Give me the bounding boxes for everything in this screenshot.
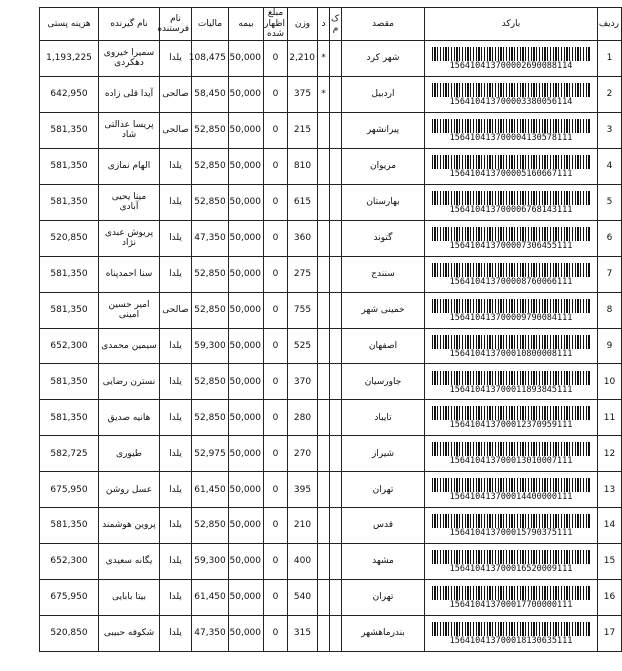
cell-receiver: هانیه صدیق [99, 400, 160, 436]
barcode-number: 156410413700004130578111 [449, 132, 573, 143]
barcode-graphic [432, 263, 590, 277]
table-header [40, 8, 622, 41]
barcode-graphic [432, 371, 590, 385]
cell-barcode [425, 616, 598, 652]
cell-destination: تایباد [342, 400, 425, 436]
barcode-graphic [432, 191, 590, 205]
barcode-graphic [432, 550, 590, 564]
cell-insurance: 50,000 [229, 220, 264, 256]
cell-tax: 52,850 [192, 148, 229, 184]
cell-insurance: 50,000 [229, 328, 264, 364]
cell-tax: 52,975 [192, 436, 229, 472]
cell-barcode [425, 472, 598, 508]
cell-row-number: 12 [598, 436, 622, 472]
barcode-number: 156410413700010800008111 [449, 348, 573, 359]
cell-tax: 108,475 [192, 41, 229, 77]
cell-insurance: 50,000 [229, 292, 264, 328]
cell-k [330, 256, 342, 292]
cell-declared-amount: 0 [264, 220, 288, 256]
cell-d [318, 220, 330, 256]
cell-declared-amount: 0 [264, 112, 288, 148]
shipments-table [39, 7, 622, 652]
cell-k [330, 220, 342, 256]
cell-d [318, 616, 330, 652]
barcode-number: 156410413700006768143111 [449, 204, 573, 215]
barcode-graphic [432, 586, 590, 600]
header-weight: وزن [288, 8, 318, 41]
cell-barcode [425, 400, 598, 436]
barcode-number: 156410413700011893845111 [449, 384, 573, 395]
cell-k [330, 616, 342, 652]
cell-declared-amount: 0 [264, 544, 288, 580]
table-row [40, 400, 622, 436]
barcode-number: 156410413700009790084111 [449, 312, 573, 323]
cell-tax: 52,850 [192, 364, 229, 400]
barcode-number: 156410413700016520009111 [449, 564, 573, 575]
cell-barcode [425, 328, 598, 364]
barcode-number: 156410413700005160667111 [449, 168, 573, 179]
cell-k [330, 148, 342, 184]
cell-postage: 581,350 [40, 148, 99, 184]
cell-destination: تهران [342, 580, 425, 616]
cell-sender: یلدا [160, 508, 192, 544]
barcode-number: 156410413700014400000111 [449, 492, 573, 503]
cell-tax: 52,850 [192, 112, 229, 148]
barcode-graphic [432, 335, 590, 349]
barcode-number: 156410413700007306455111 [449, 240, 573, 251]
cell-insurance: 50,000 [229, 436, 264, 472]
cell-postage: 581,350 [40, 184, 99, 220]
cell-barcode [425, 76, 598, 112]
cell-barcode [425, 256, 598, 292]
barcode-graphic [432, 299, 590, 313]
cell-tax: 61,450 [192, 472, 229, 508]
barcode-graphic [432, 83, 590, 97]
barcode-number: 156410413700003380056114 [449, 97, 573, 108]
cell-weight: 525 [288, 328, 318, 364]
cell-destination: جاورسیان [342, 364, 425, 400]
cell-postage: 675,950 [40, 472, 99, 508]
table-row [40, 508, 622, 544]
barcode-graphic [432, 155, 590, 169]
cell-receiver: طیوری [99, 436, 160, 472]
header-k: ک م [330, 8, 342, 41]
cell-declared-amount: 0 [264, 364, 288, 400]
cell-insurance: 50,000 [229, 472, 264, 508]
cell-declared-amount: 0 [264, 256, 288, 292]
cell-postage: 581,350 [40, 256, 99, 292]
cell-declared-amount: 0 [264, 41, 288, 77]
cell-insurance: 50,000 [229, 364, 264, 400]
cell-barcode [425, 544, 598, 580]
cell-declared-amount: 0 [264, 76, 288, 112]
cell-tax: 52,850 [192, 292, 229, 328]
table-row [40, 292, 622, 328]
cell-declared-amount: 0 [264, 184, 288, 220]
cell-weight: 755 [288, 292, 318, 328]
cell-weight: 315 [288, 616, 318, 652]
cell-insurance: 50,000 [229, 112, 264, 148]
cell-destination: اصفهان [342, 328, 425, 364]
cell-barcode [425, 41, 598, 77]
cell-destination: بندرماهشهر [342, 616, 425, 652]
cell-weight: 210 [288, 508, 318, 544]
cell-k [330, 41, 342, 77]
cell-declared-amount: 0 [264, 436, 288, 472]
cell-declared-amount: 0 [264, 616, 288, 652]
cell-sender: یلدا [160, 580, 192, 616]
cell-postage: 652,300 [40, 328, 99, 364]
cell-declared-amount: 0 [264, 292, 288, 328]
barcode-graphic [432, 119, 590, 133]
cell-row-number: 10 [598, 364, 622, 400]
barcode-graphic [432, 478, 590, 492]
cell-declared-amount: 0 [264, 148, 288, 184]
table-row [40, 256, 622, 292]
cell-k [330, 328, 342, 364]
cell-insurance: 50,000 [229, 508, 264, 544]
cell-insurance: 50,000 [229, 400, 264, 436]
cell-k [330, 292, 342, 328]
cell-d [318, 400, 330, 436]
cell-weight: 810 [288, 148, 318, 184]
cell-insurance: 50,000 [229, 184, 264, 220]
cell-receiver: عسل روشن [99, 472, 160, 508]
header-row-number: ردیف [598, 8, 622, 41]
barcode-graphic [432, 622, 590, 636]
cell-barcode [425, 436, 598, 472]
cell-insurance: 50,000 [229, 256, 264, 292]
cell-row-number: 5 [598, 184, 622, 220]
cell-receiver: یگانه سعیدی [99, 544, 160, 580]
cell-barcode [425, 184, 598, 220]
cell-destination: مشهد [342, 544, 425, 580]
cell-weight: 2,210 [288, 41, 318, 77]
cell-d [318, 292, 330, 328]
cell-destination: گتوند [342, 220, 425, 256]
cell-weight: 275 [288, 256, 318, 292]
barcode-graphic [432, 406, 590, 420]
cell-receiver: بیتا بابایی [99, 580, 160, 616]
cell-row-number: 8 [598, 292, 622, 328]
cell-postage: 581,350 [40, 364, 99, 400]
table-row [40, 436, 622, 472]
cell-d [318, 112, 330, 148]
cell-insurance: 50,000 [229, 41, 264, 77]
cell-row-number: 14 [598, 508, 622, 544]
cell-row-number: 13 [598, 472, 622, 508]
table-row [40, 580, 622, 616]
cell-postage: 520,850 [40, 616, 99, 652]
cell-postage: 581,350 [40, 508, 99, 544]
cell-sender: یلدا [160, 400, 192, 436]
cell-declared-amount: 0 [264, 328, 288, 364]
cell-declared-amount: 0 [264, 400, 288, 436]
cell-k [330, 544, 342, 580]
cell-k [330, 364, 342, 400]
cell-barcode [425, 580, 598, 616]
cell-destination: بهارستان [342, 184, 425, 220]
cell-postage: 1,193,225 [40, 41, 99, 77]
cell-k [330, 508, 342, 544]
cell-d [318, 364, 330, 400]
cell-declared-amount: 0 [264, 508, 288, 544]
cell-destination: شهر کرد [342, 41, 425, 77]
cell-destination: مریوان [342, 148, 425, 184]
cell-receiver: شکوفه حبیبی [99, 616, 160, 652]
cell-d [318, 328, 330, 364]
cell-tax: 52,850 [192, 508, 229, 544]
cell-receiver: الهام نمازی [99, 148, 160, 184]
table-row [40, 616, 622, 652]
cell-sender: یلدا [160, 256, 192, 292]
cell-insurance: 50,000 [229, 76, 264, 112]
cell-row-number: 7 [598, 256, 622, 292]
cell-d [318, 508, 330, 544]
cell-sender: صالحی [160, 112, 192, 148]
table-row [40, 112, 622, 148]
cell-k [330, 472, 342, 508]
cell-sender: یلدا [160, 544, 192, 580]
barcode-number: 156410413700002690088114 [449, 61, 573, 72]
cell-weight: 375 [288, 76, 318, 112]
cell-row-number: 2 [598, 76, 622, 112]
cell-weight: 360 [288, 220, 318, 256]
cell-receiver: پریسا عدالتی شاد [99, 112, 160, 148]
barcode-graphic [432, 47, 590, 61]
cell-d [318, 544, 330, 580]
cell-weight: 280 [288, 400, 318, 436]
barcode-number: 156410413700015790375111 [449, 528, 573, 539]
table-row [40, 148, 622, 184]
cell-destination: سنندج [342, 256, 425, 292]
cell-d: * [318, 41, 330, 77]
cell-receiver: امیر حسین امینی [99, 292, 160, 328]
cell-d [318, 256, 330, 292]
cell-d [318, 148, 330, 184]
cell-sender: یلدا [160, 220, 192, 256]
cell-weight: 400 [288, 544, 318, 580]
cell-sender: یلدا [160, 616, 192, 652]
cell-weight: 540 [288, 580, 318, 616]
header-sender: نام فرستنده [160, 8, 192, 41]
cell-d [318, 580, 330, 616]
cell-barcode [425, 508, 598, 544]
barcode-number: 156410413700013010007111 [449, 456, 573, 467]
table-row [40, 328, 622, 364]
cell-receiver: آیدا قلی زاده [99, 76, 160, 112]
table-row [40, 220, 622, 256]
cell-row-number: 4 [598, 148, 622, 184]
cell-destination: اردبیل [342, 76, 425, 112]
cell-destination: تهران [342, 472, 425, 508]
cell-barcode [425, 364, 598, 400]
cell-barcode [425, 112, 598, 148]
cell-tax: 52,850 [192, 256, 229, 292]
cell-tax: 59,300 [192, 328, 229, 364]
cell-d [318, 184, 330, 220]
cell-tax: 52,850 [192, 400, 229, 436]
cell-postage: 520,850 [40, 220, 99, 256]
barcode-graphic [432, 227, 590, 241]
cell-weight: 615 [288, 184, 318, 220]
cell-row-number: 6 [598, 220, 622, 256]
barcode-number: 156410413700018130635111 [449, 636, 573, 647]
cell-k [330, 76, 342, 112]
cell-row-number: 16 [598, 580, 622, 616]
cell-tax: 61,450 [192, 580, 229, 616]
cell-row-number: 11 [598, 400, 622, 436]
header-receiver: نام گیرنده [99, 8, 160, 41]
table-row [40, 184, 622, 220]
header-insurance: بیمه [229, 8, 264, 41]
cell-sender: صالحی [160, 76, 192, 112]
cell-row-number: 15 [598, 544, 622, 580]
cell-k [330, 112, 342, 148]
cell-receiver: پروین هوشمند [99, 508, 160, 544]
cell-sender: یلدا [160, 436, 192, 472]
cell-barcode [425, 292, 598, 328]
cell-insurance: 50,000 [229, 580, 264, 616]
cell-receiver: سنا احمدپناه [99, 256, 160, 292]
cell-postage: 652,300 [40, 544, 99, 580]
barcode-graphic [432, 442, 590, 456]
cell-insurance: 50,000 [229, 544, 264, 580]
cell-weight: 395 [288, 472, 318, 508]
cell-declared-amount: 0 [264, 472, 288, 508]
cell-postage: 581,350 [40, 292, 99, 328]
table-body [40, 41, 622, 652]
cell-weight: 370 [288, 364, 318, 400]
cell-sender: یلدا [160, 364, 192, 400]
cell-destination: قدس [342, 508, 425, 544]
cell-barcode [425, 148, 598, 184]
header-postage: هزینه پستی [40, 8, 99, 41]
header-tax: مالیات [192, 8, 229, 41]
cell-weight: 215 [288, 112, 318, 148]
cell-tax: 59,300 [192, 544, 229, 580]
cell-tax: 52,850 [192, 184, 229, 220]
table-row [40, 41, 622, 77]
cell-k [330, 184, 342, 220]
cell-sender: یلدا [160, 184, 192, 220]
cell-postage: 675,950 [40, 580, 99, 616]
cell-postage: 581,350 [40, 400, 99, 436]
cell-sender: یلدا [160, 41, 192, 77]
cell-insurance: 50,000 [229, 148, 264, 184]
barcode-number: 156410413700017700000111 [449, 600, 573, 611]
cell-row-number: 3 [598, 112, 622, 148]
cell-row-number: 1 [598, 41, 622, 77]
cell-declared-amount: 0 [264, 580, 288, 616]
cell-postage: 581,350 [40, 112, 99, 148]
barcode-number: 156410413700012370959111 [449, 420, 573, 431]
cell-tax: 47,350 [192, 616, 229, 652]
table-row [40, 472, 622, 508]
cell-sender: یلدا [160, 328, 192, 364]
cell-tax: 58,450 [192, 76, 229, 112]
header-destination: مقصد [342, 8, 425, 41]
header-barcode: بارکد [425, 8, 598, 41]
cell-d: * [318, 76, 330, 112]
cell-k [330, 400, 342, 436]
cell-tax: 47,350 [192, 220, 229, 256]
table-row [40, 364, 622, 400]
cell-receiver: سیمین محمدی [99, 328, 160, 364]
cell-weight: 270 [288, 436, 318, 472]
cell-receiver: سمیرا خیروی دهکردی [99, 41, 160, 77]
cell-postage: 642,950 [40, 76, 99, 112]
header-declared-amount: مبلغ اظهار شده [264, 8, 288, 41]
cell-destination: خمینی شهر [342, 292, 425, 328]
table-row [40, 76, 622, 112]
cell-receiver: پریوش عبدی نژاد [99, 220, 160, 256]
cell-receiver: نسترن رضایی [99, 364, 160, 400]
cell-d [318, 472, 330, 508]
header-d: د [318, 8, 330, 41]
table-row [40, 544, 622, 580]
cell-row-number: 17 [598, 616, 622, 652]
cell-destination: پیرانشهر [342, 112, 425, 148]
barcode-number: 156410413700008760066111 [449, 276, 573, 287]
cell-d [318, 436, 330, 472]
cell-insurance: 50,000 [229, 616, 264, 652]
cell-barcode [425, 220, 598, 256]
cell-sender: صالحی [160, 292, 192, 328]
cell-k [330, 580, 342, 616]
cell-sender: یلدا [160, 148, 192, 184]
barcode-graphic [432, 514, 590, 528]
cell-k [330, 436, 342, 472]
cell-receiver: مینا یحیی آبادی [99, 184, 160, 220]
cell-postage: 582,725 [40, 436, 99, 472]
cell-sender: یلدا [160, 472, 192, 508]
cell-row-number: 9 [598, 328, 622, 364]
cell-destination: شیراز [342, 436, 425, 472]
